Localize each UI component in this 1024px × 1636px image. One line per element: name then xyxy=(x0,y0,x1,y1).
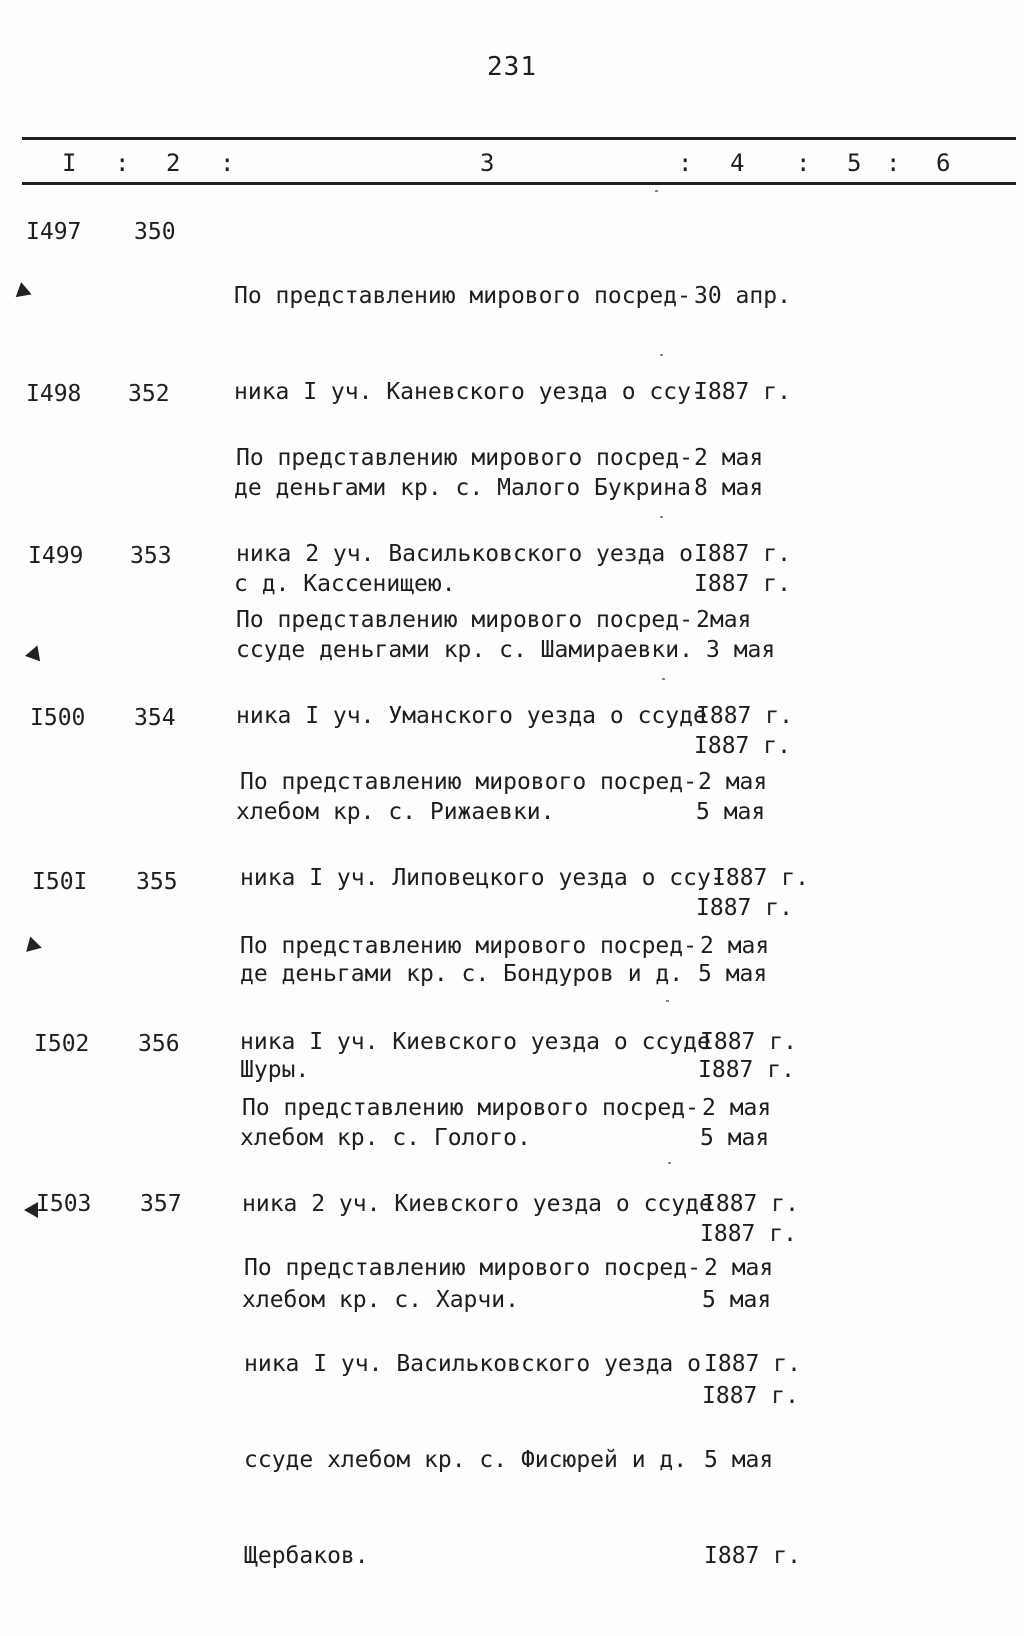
date-line: I887 г. xyxy=(704,1543,801,1569)
header-separator: : xyxy=(115,149,130,177)
scan-speck xyxy=(655,190,658,192)
header-separator: : xyxy=(220,149,235,177)
entry-number: I500 xyxy=(30,705,86,731)
entry-number: I498 xyxy=(26,381,82,407)
table-row xyxy=(0,1188,1024,1569)
date-line: 2 мая xyxy=(700,933,770,959)
date-line: I887 г. xyxy=(700,1029,797,1055)
entry-number: I502 xyxy=(34,1031,90,1057)
header-col-4: 4 xyxy=(730,149,745,177)
date-line: I887 г. xyxy=(712,865,809,891)
case-number: 353 xyxy=(130,543,172,569)
header-separator: : xyxy=(796,149,811,177)
date-line: 3 мая xyxy=(706,637,776,663)
header-col-6: 6 xyxy=(936,149,951,177)
date-line: 5 мая xyxy=(698,961,768,987)
case-number: 357 xyxy=(140,1191,182,1217)
description-line: По представлению мирового посред- xyxy=(244,1255,701,1281)
entry-dates xyxy=(704,1188,824,1636)
table-header-rule xyxy=(22,182,1016,185)
date-line: 2мая xyxy=(696,607,752,633)
header-col-3: 3 xyxy=(480,149,495,177)
date-line: I887 г. xyxy=(702,1191,799,1217)
margin-mark-icon xyxy=(24,1202,38,1218)
description-line: По представлению мирового посред- xyxy=(236,445,693,471)
description-line: де деньгами кр. с. Малого Букрина xyxy=(234,475,691,501)
header-separator: : xyxy=(678,149,693,177)
case-number: 355 xyxy=(136,869,178,895)
description-line: хлебом кр. с. Рижаевки. xyxy=(236,799,555,825)
description-line: Щербаков. xyxy=(244,1543,369,1569)
entry-number: I50I xyxy=(32,869,88,895)
description-line: По представлению мирового посред- xyxy=(242,1095,699,1121)
entry-number: I503 xyxy=(36,1191,92,1217)
scan-speck xyxy=(660,516,663,518)
entry-number: I497 xyxy=(26,219,82,245)
description-line: ссуде хлебом кр. с. Фисюрей и д. xyxy=(244,1447,688,1473)
page-number: 231 xyxy=(487,52,537,82)
description-line: Шуры. xyxy=(240,1057,310,1083)
description-line: По представлению мирового посред- xyxy=(240,933,697,959)
description-line: По представлению мирового посред- xyxy=(236,607,693,633)
table-top-rule xyxy=(22,137,1016,140)
description-line: ссуде деньгами кр. с. Шамираевки. xyxy=(236,637,693,663)
header-col-1: I xyxy=(62,149,77,177)
case-number: 350 xyxy=(134,219,176,245)
date-line: 30 апр. xyxy=(694,283,791,309)
description-line: ника I уч. Каневского уезда о ссу- xyxy=(234,379,705,405)
scan-speck xyxy=(662,678,665,680)
date-line: 5 мая xyxy=(696,799,766,825)
date-line: I887 г. xyxy=(700,1221,797,1247)
date-line: I887 г. xyxy=(694,541,791,567)
date-line: I887 г. xyxy=(694,379,791,405)
description-line: ника I уч. Васильковского уезда о xyxy=(244,1351,701,1377)
date-line: 5 мая xyxy=(700,1125,770,1151)
date-line: 5 мая xyxy=(704,1447,774,1473)
date-line: I887 г. xyxy=(694,571,791,597)
entry-number: I499 xyxy=(28,543,84,569)
date-line: 2 мая xyxy=(694,445,764,471)
date-line: 2 мая xyxy=(702,1095,772,1121)
date-line: I887 г. xyxy=(696,703,793,729)
scan-speck xyxy=(668,1162,671,1164)
case-number: 356 xyxy=(138,1031,180,1057)
scan-speck xyxy=(660,354,663,356)
description-line: де деньгами кр. с. Бондуров и д. xyxy=(240,961,684,987)
header-col-5: 5 xyxy=(847,149,862,177)
scan-speck xyxy=(666,1000,669,1002)
date-line: I887 г. xyxy=(696,895,793,921)
description-line: с д. Кассенищею. xyxy=(234,571,456,597)
description-line: хлебом кр. с. Харчи. xyxy=(242,1287,519,1313)
description-line: По представлению мирового посред- xyxy=(234,283,691,309)
case-number: 354 xyxy=(134,705,176,731)
header-separator: : xyxy=(886,149,901,177)
date-line: I887 г. xyxy=(702,1383,799,1409)
date-line: I887 г. xyxy=(698,1057,795,1083)
description-line: ника 2 уч. Васильковского уезда о xyxy=(236,541,693,567)
description-line: ника 2 уч. Киевского уезда о ссуде xyxy=(242,1191,713,1217)
header-col-2: 2 xyxy=(166,149,181,177)
date-line: 8 мая xyxy=(694,475,764,501)
description-line: ника I уч. Липовецкого уезда о ссу- xyxy=(240,865,725,891)
description-line: По представлению мирового посред- xyxy=(240,769,697,795)
description-line: ника I уч. Киевского уезда о ссуде xyxy=(240,1029,711,1055)
case-number: 352 xyxy=(128,381,170,407)
date-line: I887 г. xyxy=(704,1351,801,1377)
date-line: 2 мая xyxy=(698,769,768,795)
date-line: 5 мая xyxy=(702,1287,772,1313)
description-line: ника I уч. Уманского уезда о ссуде xyxy=(236,703,707,729)
date-line: 2 мая xyxy=(704,1255,774,1281)
date-line: I887 г. xyxy=(694,733,791,759)
description-line: хлебом кр. с. Гологo. xyxy=(240,1125,531,1151)
entry-description xyxy=(242,1188,713,1636)
